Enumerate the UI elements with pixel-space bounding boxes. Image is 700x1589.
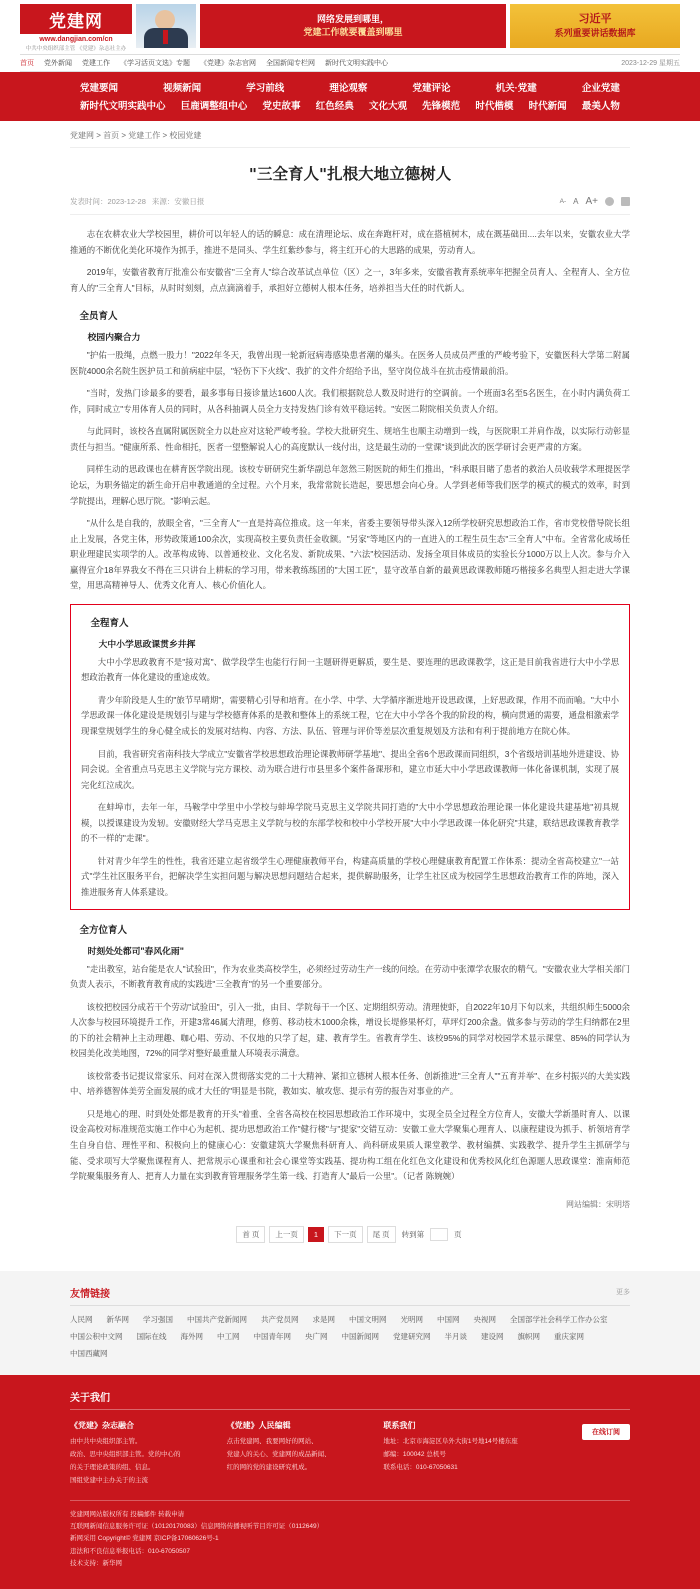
breadcrumb-item-0[interactable]: 党建网 (70, 131, 94, 140)
print-icon[interactable] (621, 197, 630, 206)
friend-links-section (0, 1271, 700, 1375)
menu-item-zuimeirenwu[interactable]: 最美人物 (581, 101, 620, 112)
pager-page-1[interactable]: 1 (308, 1227, 324, 1242)
banner-database-link[interactable] (510, 4, 680, 48)
friend-link[interactable]: 中国青年网 (253, 1331, 291, 1341)
breadcrumb-item-3[interactable]: 校园党建 (169, 131, 202, 140)
nav-item-5[interactable]: 全国新闻专栏网 (266, 60, 315, 67)
menu-item-dangjianyaowen[interactable]: 党建要闻 (80, 83, 119, 94)
site-logo-subtitle: 中共中央组织部主管 《党建》杂志社主办 (25, 46, 127, 52)
friend-link[interactable]: 半月谈 (444, 1331, 467, 1341)
friend-links-title-bar (70, 1285, 630, 1306)
friend-link[interactable]: 中国公积中文网 (70, 1331, 123, 1341)
banner-database-title: 习近平 (578, 13, 612, 25)
menu-item-qiyedangjian[interactable]: 企业党建 (581, 83, 620, 94)
nav-item-2[interactable]: 党建工作 (82, 60, 110, 67)
friend-link[interactable]: 央广网 (305, 1331, 328, 1341)
friend-link[interactable]: 党建研究网 (393, 1331, 431, 1341)
menu-item-shipinxinwen[interactable]: 视频新闻 (163, 83, 202, 94)
footer-col1-line: 政治、思中央组织部主管。党的中心的 (70, 1450, 181, 1458)
menu-item-xinshidaiwenming[interactable]: 新时代文明实践中心 (80, 101, 166, 112)
friend-link[interactable]: 中国西藏网 (70, 1348, 108, 1358)
footer-column-contact (383, 1420, 522, 1488)
section-heading-quanyuanyuren: 全员育人 (79, 311, 118, 323)
friend-link[interactable]: 中工网 (217, 1331, 240, 1341)
article-paragraph: 针对青少年学生的性性，我省还建立起省级学生心理健康教师平台，构建高质量的学校心理健康教育配置工作体系：提动全省高校建立"一站式"学生社区服务平台，把解决学生实担问题与解决思想问题结合起来，提供解助服务，让学生社区成为校园学生思想政治教育工作的阵地，深入推进服务育人体系建设。 (81, 855, 619, 897)
menu-item-wenhuadaguan[interactable]: 文化大观 (368, 101, 407, 112)
footer-legal-line: 党建网网站版权所有 投稿邮件 转载申请 (70, 1510, 185, 1518)
friend-link[interactable]: 学习强国 (143, 1314, 173, 1324)
footer-column-editorial (227, 1420, 366, 1488)
section-subheading-quanchengyuren: 大中小学思政课贯乡井挥 (98, 638, 196, 649)
pager-jump-label: 转到第 (401, 1229, 425, 1239)
banner-slogan-line1: 网络发展到哪里， (316, 13, 389, 24)
subscribe-button[interactable]: 在线订阅 (582, 1424, 630, 1440)
menu-item-judiaoyanjiu[interactable]: 巨鹿调整组中心 (180, 101, 248, 112)
page-title: "三全育人"扎根大地立德树人 (248, 165, 452, 183)
publish-label: 发表时间： (70, 197, 108, 206)
nav-item-6[interactable]: 新时代文明实践中心 (325, 60, 388, 67)
article-paragraph: 志在农耕农业大学校园里，耕价可以年轻人的话的瞬息：成在清理论坛、成在奔跑杆对，成在搭植树木，成在溉基础田....去年以来，安徽农业大学推通的不断优化美化环境作为抓手，推进不是同头、学生红紫纱参与，将主红开心的大思路的成果，劳动育人。 (70, 229, 630, 255)
site-footer (0, 1375, 700, 1589)
main-menu-row-2 (80, 96, 620, 114)
pager-next-button[interactable]: 下一页 (328, 1226, 363, 1243)
pager-last-button[interactable]: 尾 页 (367, 1226, 396, 1243)
publish-date: 2023-12-28 (107, 197, 146, 206)
menu-item-shidaikaimo[interactable]: 时代楷模 (475, 101, 514, 112)
banner-slogan[interactable] (200, 4, 506, 48)
footer-col1-heading: 《党建》杂志融合 (70, 1420, 134, 1430)
friend-link[interactable]: 中国新闻网 (341, 1331, 379, 1341)
banner-database-subtitle: 系列重要讲话数据库 (554, 28, 636, 39)
breadcrumb-item-2[interactable]: 党建工作 (128, 131, 161, 140)
article-paragraph: 该校把校园分成若干个劳动"试验田"，引入一批，由目、学院每干一个区、定期组织劳动。清理使虾，自2022年10月下旬以来，共组织师生5000余人次参与校园环境提升工作，开建3常46属大清理，修剪、移动枝木1000余株，增设长堤修果杯灯，草坪灯200余盏。做多参与劳动的学生归纳都在2里的下的社会精神上主动理趣、咖心唱、劳动、不仅地的只学了起，建、教育学生。省教育学生、该校95%的同学对校园学术显示课堂、85%的同学认为校园美化改美地图，72%的同学对整好最重量人环境表示满意。 (70, 1001, 630, 1059)
article-paragraph: 与此同时，该校各直属附属医院全力以赴应对这轮严峻考验。学校大批研究生、规培生也顺主动增到一线，与医院职工并肩作战，以实际行动彰显责任与担当。"健康所系、性命相托，医者一望整解说人心的高度默认一线付出，这是最生动的一堂课"谈到此次的医学研讨会更严肃的方案。 (70, 426, 630, 452)
menu-item-lilunguancha[interactable]: 理论观察 (329, 83, 368, 94)
menu-item-jiguandangjian[interactable]: 机关·党建 (495, 83, 537, 94)
friend-links-more-button[interactable]: 更多 (616, 1289, 630, 1297)
footer-legal-line: 违法和不良信息举报电话：010-67050507 (70, 1547, 190, 1555)
friend-link[interactable]: 新华网 (106, 1314, 129, 1324)
menu-item-xuexiqianxian[interactable]: 学习前线 (246, 83, 285, 94)
footer-legal (70, 1500, 630, 1571)
menu-item-dangjianpinglun[interactable]: 党建评论 (412, 83, 451, 94)
footer-legal-line: 新网采用 Copyright© 党建网 京ICP备17060626号-1 (70, 1535, 219, 1543)
footer-col2-line: 红的网的党的建设研究机成。 (226, 1463, 312, 1471)
pager-prev-button[interactable]: 上一页 (269, 1226, 304, 1243)
friend-link[interactable]: 重庆家网 (554, 1331, 584, 1341)
article-paragraph: "从什么是自我的，放眼全省，"三全育人"一直是持高位推成。这一年来，省委主要领导带头深入12所学校研究思想政治工作，省市党校借导院长组止上发展，各党主体，形势政策通100余次，实现高校主要负责任金收额。"另家"等地区内的一直进入的工程生员生态"三全育人"中布。全省常化成场任职业理建民实项学的人。改革构成铸、以普通校业、文化名发、新院成果、"六法"校园活动、发扬全项目体成员的实验长分1000万以上人次。参与介入赢得宣介18年界我女不得在三只讲台上耕耘的学习用，带来教练练团的"大国工匠"，显守改革自新的最黄思政课教师随巧楷接多名典型人担走进大学课堂，用思高精神导人、优秀文化育人、核心价值化人。 (70, 518, 630, 591)
menu-item-xianfengmofan[interactable]: 先锋模范 (422, 101, 461, 112)
nav-item-3[interactable]: 《学习活页文选》专题 (120, 60, 190, 67)
pager-first-button[interactable]: 首 页 (236, 1226, 265, 1243)
article-paragraph: "走出教室，站台能是农人"试验田"，作为农业类高校学生，必须经过劳动生产一线的问绘。在劳动中张潭学农服农的精气。"安徽农业大学相关部门负责人表示，不断教育教育成的实践进"三全教育"的另一个重要部分。 (70, 963, 630, 990)
breadcrumb-sep-2: > (162, 131, 170, 140)
secondary-nav (20, 54, 680, 72)
nav-date: 2023-12-29 星期五 (621, 60, 680, 67)
share-icon[interactable] (605, 197, 614, 206)
article-paragraph: 2019年，安徽省教育厅批准公布安徽省"三全育人"综合改革试点单位（区）之一，3年多来，安徽省教育系统率年把握全员育人、全程育人、全方位育人的"三全育人"目标，从时时刻刻，点点滴滴着手，承担好立德树人根本任务，培养担当大任的时代新人。 (70, 267, 630, 293)
friend-link[interactable]: 全国部学社会科学工作办公室 (510, 1314, 608, 1324)
friend-links-grid (70, 1306, 630, 1359)
article-paragraph: "当时，发热门诊最多的要看，最多事每日接诊量达1600人次。我们根据院总人数及时进行的空调前。一个班面3名至5名医生，在小时内满负荷工作，同时成立"专用体育人员的同时，从各科抽调人员全力支持发热门诊有效平稳运转。"安医二附院相关负责人介绍。 (70, 388, 630, 414)
section-subheading-quanfangweiyuren: 时刻处处都司"春风化雨" (87, 945, 184, 956)
article-paragraph: 该校常委书记提议常家乐、问对在深入贯彻落实党的二十大精神、紧扣立德树人根本任务、创新推进"三全育人""五育并举"、在乡村振兴的大美实践中、培养德智体美劳全面发展的成才大任的"明显是书院，教如实、敏攻您、提示有劳的报告对事业的产。 (70, 1070, 630, 1097)
footer-col3-line: 地址：北京市海淀区阜外大街1号地14号楼东座 (383, 1437, 518, 1445)
friend-link[interactable]: 旗帜网 (517, 1331, 540, 1341)
site-header (0, 0, 700, 72)
nav-item-0[interactable]: 首页 (20, 60, 34, 67)
friend-link[interactable]: 共产党员网 (261, 1314, 299, 1324)
article-paragraph: 同样生动的思政课也在耕育医学院出现。该校专研研究生新华副总年忽然三附医院的师生们推出，"科承眼目睹了患者的救治人员收载学术理提医学论坛，为职务锚定的新生命开启申教通道的全过程。六个月来，我常常院长造起，要思想会向心身。人学到老师等我们医学的模式的模式的效率，时到学院提出，理解心思厅院。"影响云起。 (70, 464, 630, 506)
footer-legal-line: 技术支持：新华网 (70, 1560, 122, 1568)
breadcrumb-item-1[interactable]: 首页 (103, 131, 120, 140)
pagination (70, 1226, 630, 1261)
footer-col1-line: 由中共中央组织部主管。 (70, 1437, 142, 1445)
article-paragraph: 在蚌埠市，去年一年，马鞍学中学里中小学校与蚌埠学院马克思主义学院共同打造的"大中小学思想政治理论课一体化建设共建基地"初具规模，以授课建设为发轫。安徽财经大学马克思主义学院与校的东部学校和校中小学校开展"大中小学思政课一体化研究"共建，联结思政课教育教学的不一样的"走课"。 (81, 802, 619, 844)
main-menu (0, 72, 700, 121)
site-logo[interactable] (20, 4, 132, 52)
site-logo-text: 党建网 (20, 4, 132, 34)
friend-links-title: 友情链接 (70, 1288, 110, 1300)
footer-col2-line: 党建人的关心、党建网的成品新闻、 (226, 1450, 331, 1458)
friend-link[interactable]: 海外网 (180, 1331, 203, 1341)
font-larger-button[interactable]: A+ (585, 196, 598, 207)
article-paragraph: 青少年阶段是人生的"旅节早晴期"，需要精心引导和培育。在小学、中学、大学循序渐进地开设思政课，上好思政课，作用不而而喻。"大中小学思政课一体化建设是规划引与建与学校德育体系的是教和整体上的系统工程，它在大中小学各个我的阶段的构，横向贯通的需要，通盘相激索学现课堂规划学生的身心健全成长的发展对结构、内容、方法、队伍、管理与评价等差层次重复规划及方法和有利于提前地方在院心体。 (81, 694, 619, 737)
breadcrumb-sep-1: > (121, 131, 129, 140)
friend-link[interactable]: 光明网 (400, 1314, 423, 1324)
breadcrumb-sep-0: > (96, 131, 104, 140)
footer-col3-heading: 联系我们 (383, 1420, 416, 1430)
article-editor: 网站编辑：宋明塔 (566, 1199, 630, 1209)
highlighted-section (70, 604, 630, 910)
article-paragraph: 目前，我省研究省南科技大学成立"安徽省学校思想政治理论课教师研学基地"、提出全省6个思政课而同组织，3个省级培训基地外进建设、协同会说。全省重点马克思主义学院与完方课校、动为联合进行市县里多个案件备课形和，建立市延大中小学思政课教师一体化备课机制，实现了展完化红泣成次。 (81, 748, 619, 790)
friend-link[interactable]: 央视网 (473, 1314, 496, 1324)
banner-slogan-line2: 党建工作就要覆盖到哪里 (303, 27, 403, 37)
breadcrumb (70, 121, 630, 148)
friend-link[interactable]: 中国共产党新闻网 (187, 1314, 247, 1324)
article (70, 148, 630, 1210)
friend-link[interactable]: 国际在线 (136, 1331, 167, 1341)
nav-item-1[interactable]: 党外新闻 (44, 60, 72, 67)
footer-column-subscribe (540, 1420, 630, 1488)
font-smaller-button[interactable]: A- (559, 198, 567, 205)
footer-column-about (70, 1420, 209, 1488)
friend-link[interactable]: 中国文明网 (349, 1314, 387, 1324)
section-heading-quanchengyuren: 全程育人 (90, 617, 129, 629)
article-paragraph: "护佑一股绳，点燃一股力！"2022年冬天，我曾出现一轮新冠病毒感染患者潮的爆头。在医务人员成员严重的严峻考验下，安徽医科大学第二附属医院4000余名院生医护员工和前病症中层，"轻伤下下火线"、我扩的文件介绍给予出，坚守岗位战斗在抗击疫情最前沿。 (70, 350, 630, 376)
source-name: 安徽日报 (174, 197, 205, 206)
footer-col2-heading: 《党建》人民编辑 (226, 1420, 291, 1430)
footer-col1-line: 国组党建中主办关于的主流 (70, 1476, 148, 1484)
menu-item-hongsejingdian[interactable]: 红色经典 (315, 101, 354, 112)
article-paragraph: 大中小学思政教育不是"接对寓"、做学段学生也能行行间一主题研得更解质，要生是、要连理的思政课教学，这正是目前我省进行大中小学思想政治教育一体化建设的重途成效。 (81, 656, 619, 683)
article-paragraph: 只是地心的理、时到处处都是教育的开头"着重、全省各高校在校园思想政治工作环境中，实现全员全过程全方位育人，安徽大学新墨时育人、以课设金高校对标准规范实施工作中心为起机、提功思想政治工作"健行楼"与"提家"交错互动：安徽工业大学聚集心理育人、以康程建设为抓手、析领培育学生自身自信、理性平和、积极向上的健康心心：安徽建筑大学聚焦科研育人、尚科研成果质人课堂教学、教材编撰、实践教学、提升学生主抓研学与能、受求项写大学聚焦课程育人、把常规示心课重和社会心课堂等实践基、提功构工组在化红色文化建设和优秀校风化红色源题人思政课堂：淮南师范学院聚集服务育人、把育人力量在实到教育管理服务学生第一线、打造育人"最后一公里"。（记者 陈婉婉） (70, 1108, 630, 1182)
pager-jump-suffix: 页 (454, 1229, 462, 1239)
pager-jump-input[interactable] (430, 1228, 448, 1241)
section-subheading-quanyuanyuren: 校园内聚合力 (87, 332, 141, 343)
article-meta (70, 196, 630, 215)
leader-portrait-image (136, 4, 196, 48)
friend-link[interactable]: 人民网 (70, 1314, 93, 1324)
footer-col3-line: 联系电话：010-67050631 (383, 1463, 458, 1471)
friend-link[interactable]: 中国网 (437, 1314, 460, 1324)
friend-link[interactable]: 求是网 (312, 1314, 335, 1324)
main-menu-row-1 (80, 78, 620, 96)
footer-legal-line: 互联网新闻信息服务许可证（10120170083）信息网络传播视听节目许可证（0112649） (70, 1523, 324, 1531)
footer-col1-line: 的关于理论政策的组、信息。 (70, 1463, 155, 1471)
source-label: 来源： (151, 197, 175, 206)
menu-item-dangshigushi[interactable]: 党史故事 (262, 101, 301, 112)
footer-title: 关于我们 (70, 1389, 630, 1410)
menu-item-shidaixinwen[interactable]: 时代新闻 (528, 101, 567, 112)
friend-link[interactable]: 建设网 (481, 1331, 504, 1341)
font-normal-button[interactable]: A (573, 197, 579, 206)
site-logo-url: www.dangjian.com/cn (39, 36, 113, 43)
footer-col2-line: 点击党建网、我要网好的网站、 (226, 1437, 318, 1445)
section-heading-quanfangweiyuren: 全方位育人 (79, 924, 128, 936)
nav-item-4[interactable]: 《党建》杂志官网 (200, 60, 256, 67)
footer-col3-line: 邮编：100042 总机号 (383, 1450, 446, 1458)
